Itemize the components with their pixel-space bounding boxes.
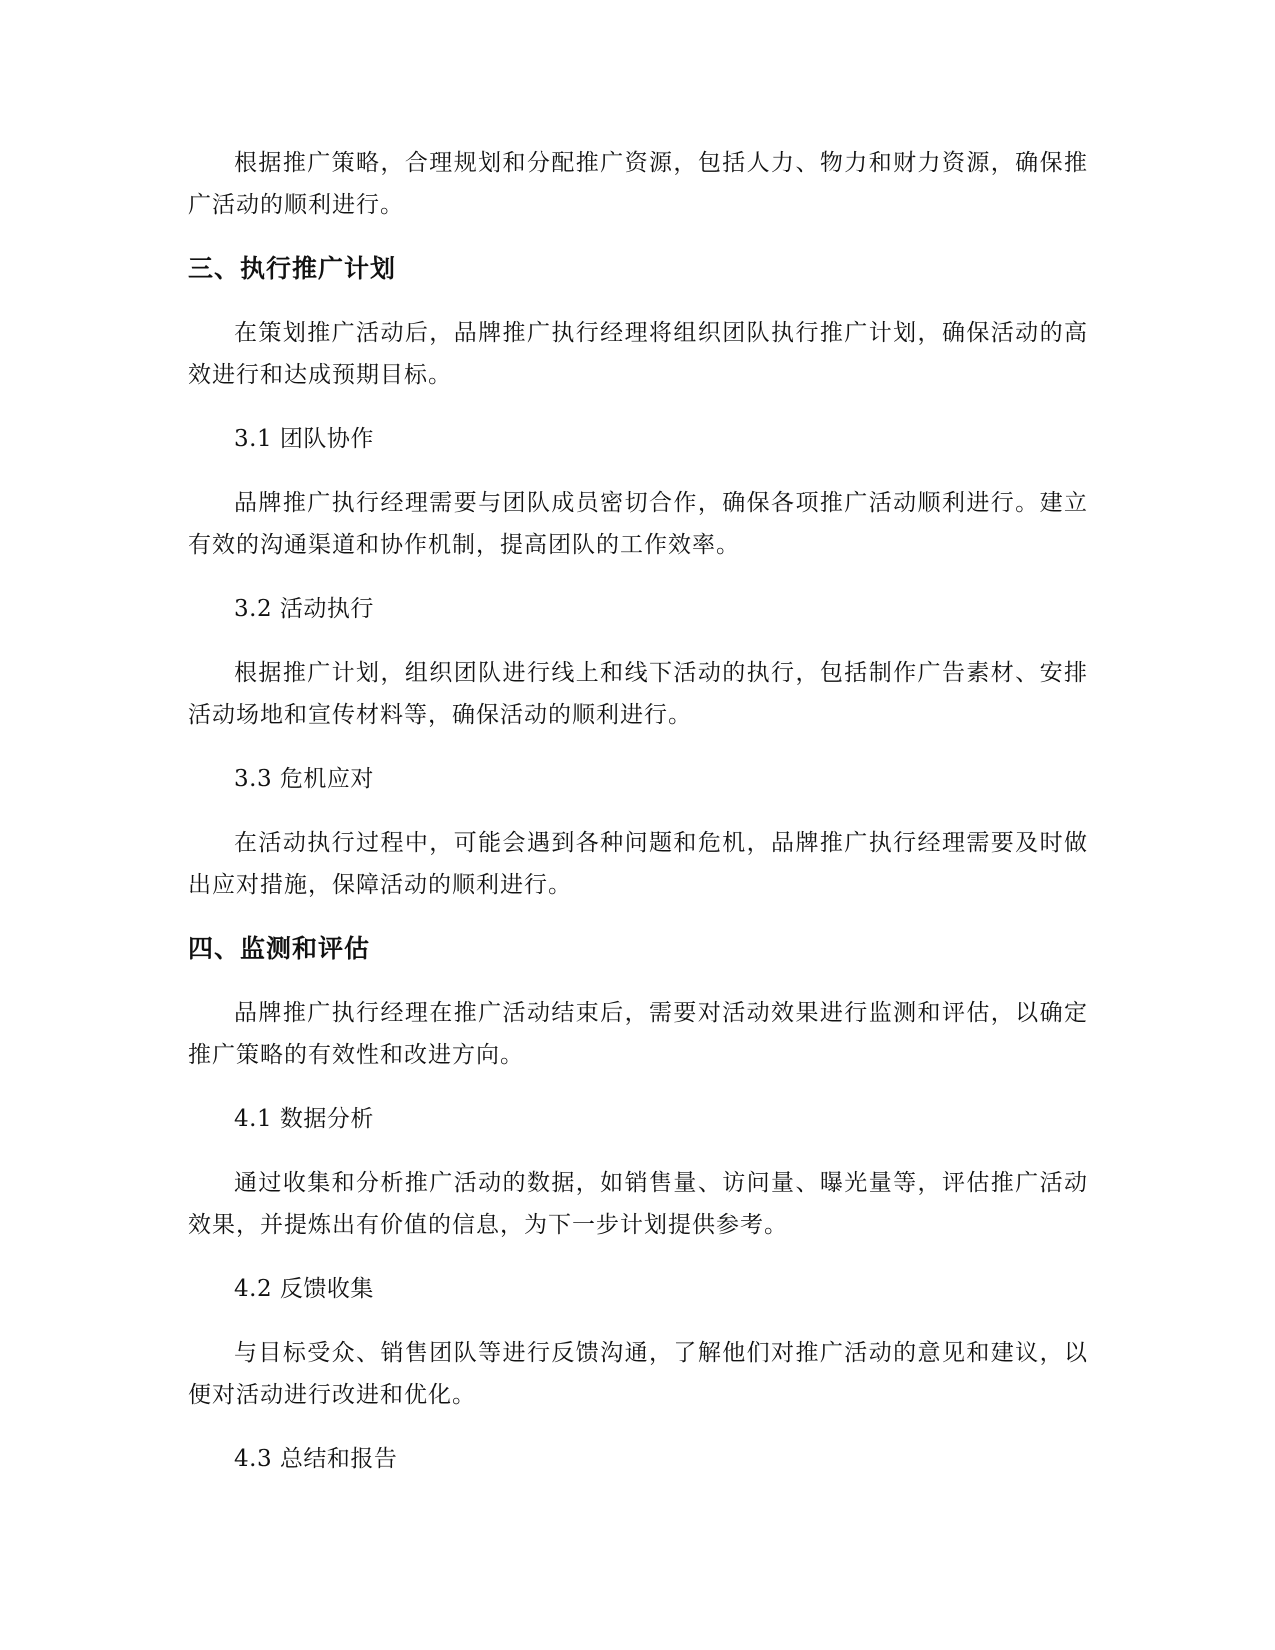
subheading-3-1: 3.1 团队协作 <box>234 426 374 452</box>
paragraph-resource-allocation: 根据推广策略，合理规划和分配推广资源，包括人力、物力和财力资源，确保推广活动的顺利进行。 <box>188 150 1088 218</box>
paragraph-3-3: 在活动执行过程中，可能会遇到各种问题和危机，品牌推广执行经理需要及时做出应对措施，保障活动的顺利进行。 <box>188 830 1088 898</box>
subheading-4-1: 4.1 数据分析 <box>234 1106 374 1132</box>
paragraph-4-2: 与目标受众、销售团队等进行反馈沟通，了解他们对推广活动的意见和建议，以便对活动进行改进和优化。 <box>188 1340 1088 1408</box>
paragraph-4-1: 通过收集和分析推广活动的数据，如销售量、访问量、曝光量等，评估推广活动效果，并提炼出有价值的信息，为下一步计划提供参考。 <box>188 1170 1088 1238</box>
paragraph-section-4-intro: 品牌推广执行经理在推广活动结束后，需要对活动效果进行监测和评估，以确定推广策略的有效性和改进方向。 <box>188 1000 1088 1068</box>
section-heading-3: 三、执行推广计划 <box>188 254 397 283</box>
section-heading-4: 四、监测和评估 <box>188 934 371 963</box>
paragraph-3-1: 品牌推广执行经理需要与团队成员密切合作，确保各项推广活动顺利进行。建立有效的沟通渠道和协作机制，提高团队的工作效率。 <box>188 490 1088 558</box>
paragraph-section-3-intro: 在策划推广活动后，品牌推广执行经理将组织团队执行推广计划，确保活动的高效进行和达成预期目标。 <box>188 320 1088 388</box>
paragraph-3-2: 根据推广计划，组织团队进行线上和线下活动的执行，包括制作广告素材、安排活动场地和宣传材料等，确保活动的顺利进行。 <box>188 660 1088 728</box>
document-body <box>188 142 1088 1502</box>
subheading-3-3: 3.3 危机应对 <box>234 766 374 792</box>
subheading-4-2: 4.2 反馈收集 <box>234 1276 374 1302</box>
subheading-3-2: 3.2 活动执行 <box>234 596 374 622</box>
subheading-4-3: 4.3 总结和报告 <box>234 1446 398 1472</box>
